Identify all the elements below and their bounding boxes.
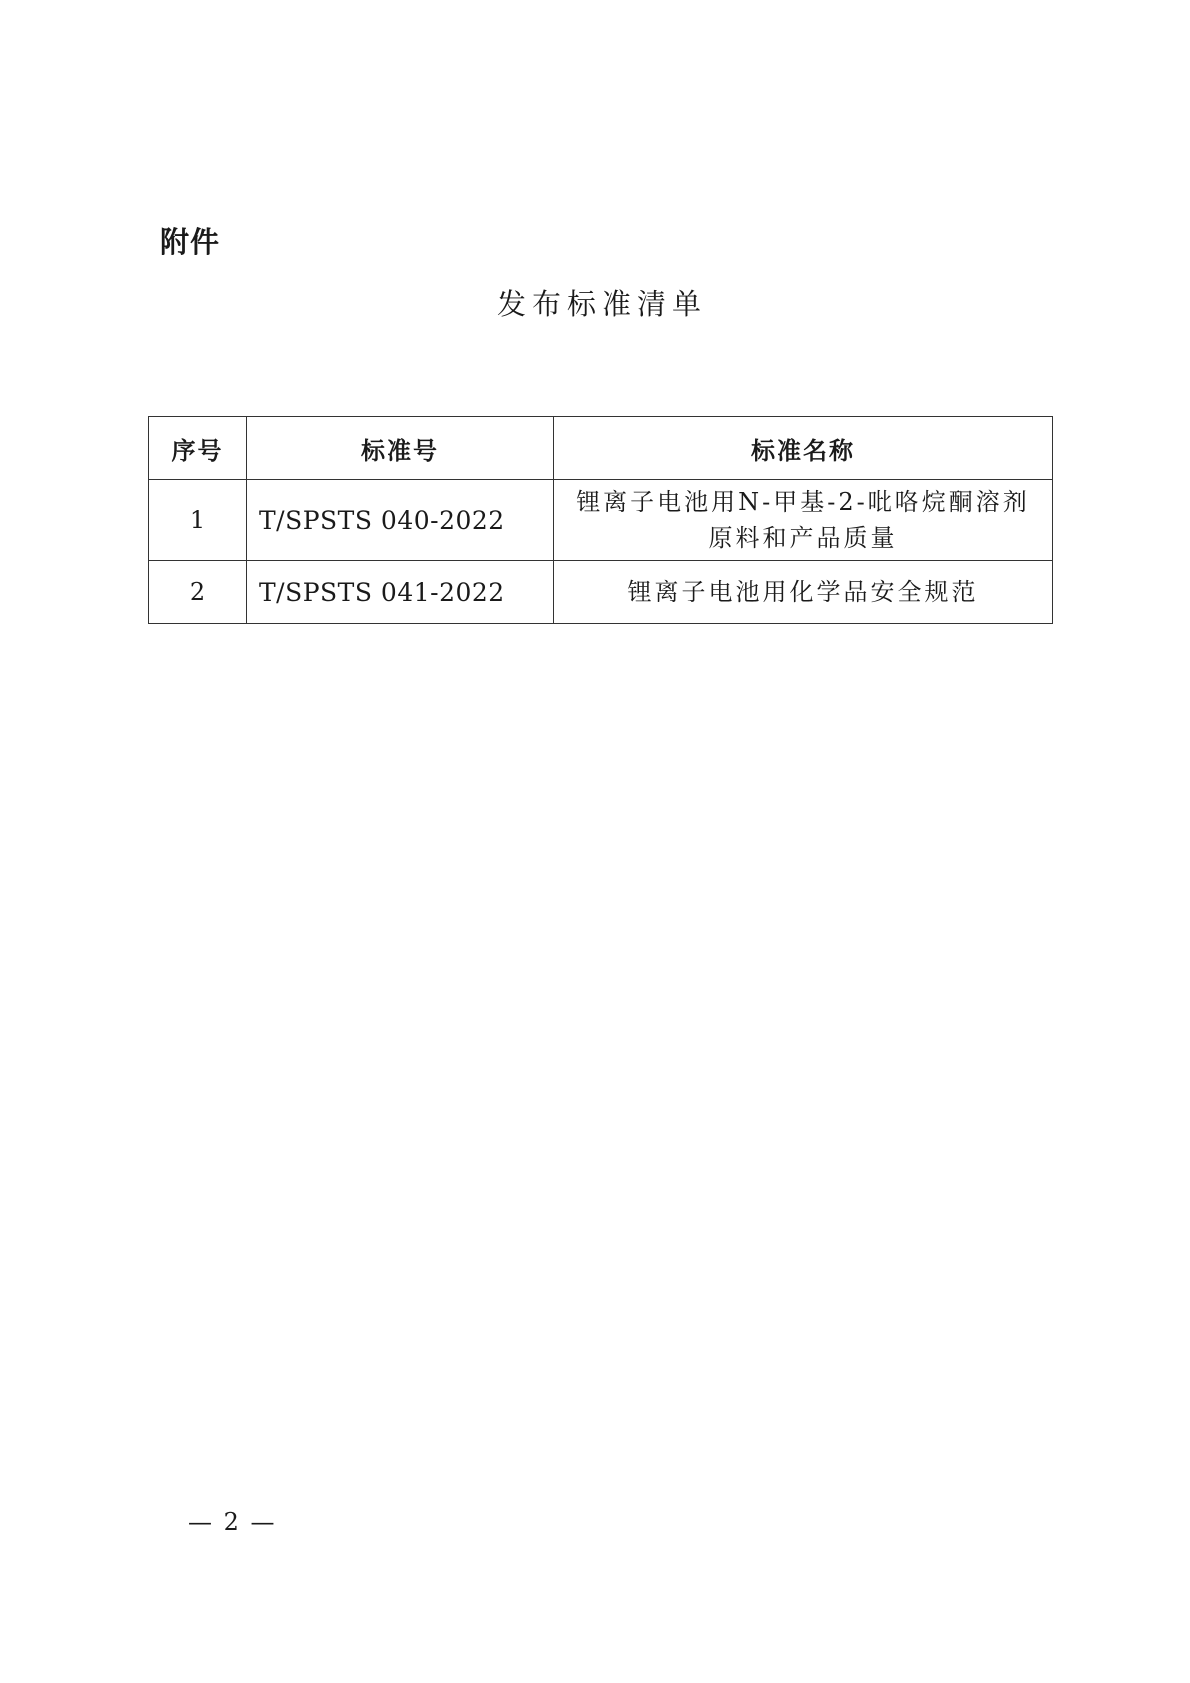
attachment-label: 附件: [160, 225, 221, 259]
header-seq: 序号: [149, 417, 247, 480]
table-header-row: [149, 417, 1053, 480]
row-code: T/SPSTS 041-2022: [247, 561, 554, 624]
row-name: [554, 561, 1053, 624]
row-name-line: 原料和产品质量: [708, 524, 898, 552]
table-row: [149, 480, 1053, 561]
row-code: T/SPSTS 040-2022: [247, 480, 554, 561]
page-title: 发布标准清单: [496, 287, 707, 321]
page-number: — 2 —: [188, 1508, 277, 1536]
row-seq: 2: [149, 561, 247, 624]
header-code: 标准号: [247, 417, 554, 480]
row-name-line: 锂离子电池用N-甲基-2-吡咯烷酮溶剂: [576, 488, 1030, 516]
row-name: [554, 480, 1053, 561]
table-row: [149, 561, 1053, 624]
row-seq: 1: [149, 480, 247, 561]
standards-table: [148, 416, 1053, 624]
row-name-line: 锂离子电池用化学品安全规范: [627, 578, 979, 606]
header-name: 标准名称: [554, 417, 1053, 480]
